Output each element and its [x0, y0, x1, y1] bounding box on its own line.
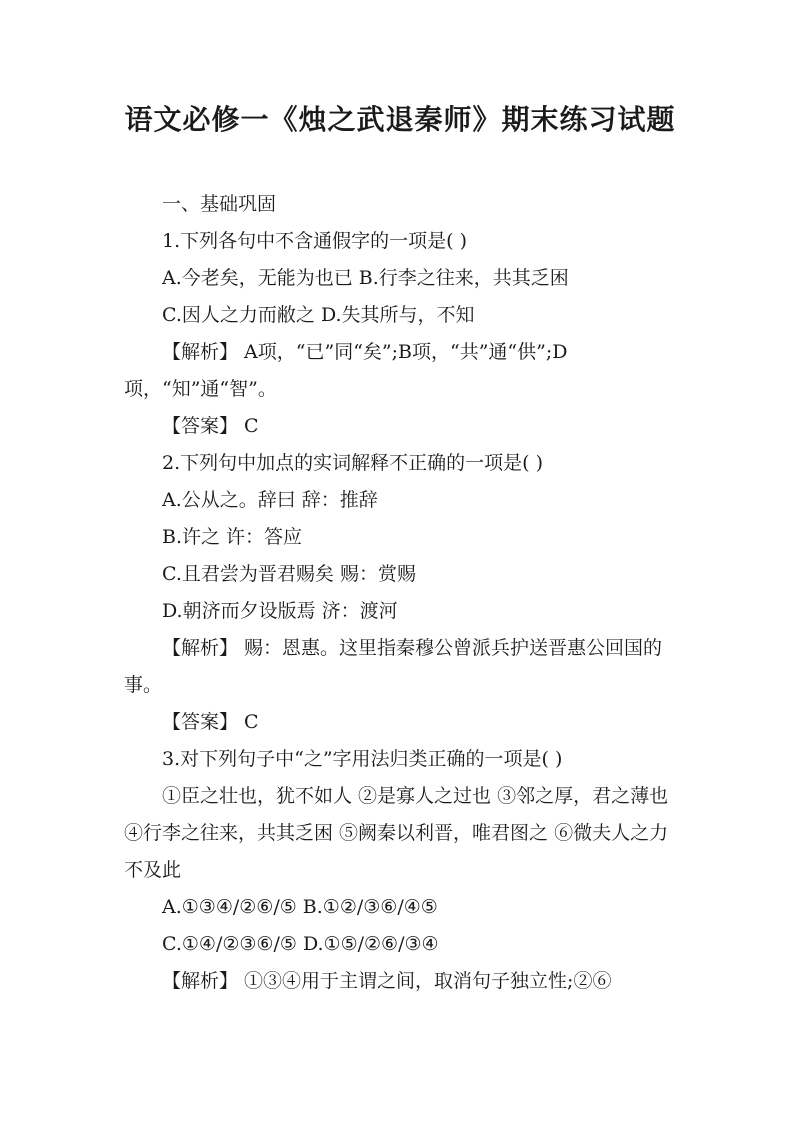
question-2-answer: 【答案】 C [162, 711, 259, 733]
question-1-analysis: 【解析】 A项，“已”同“矣”;B项，“共”通“供”;D项，“知”通“智”。 [124, 341, 568, 400]
question-3-stem: 3.对下列句子中“之”字用法归类正确的一项是( ) [162, 748, 563, 770]
question-3-sentences: ①臣之壮也，犹不如人 ②是寡人之过也 ③邻之厚，君之薄也 ④行李之往来，共其乏困 ⑤阙秦以利晋，唯君图之 ⑥微夫人之力不及此 [124, 785, 669, 881]
question-2-option-b: B.许之 许：答应 [162, 526, 303, 548]
question-3-options-ab: A.①③④/②⑥/⑤ B.①②/③⑥/④⑤ [162, 896, 438, 918]
question-1-options-cd: C.因人之力而敝之 D.失其所与，不知 [162, 304, 475, 326]
question-2-option-a: A.公从之。辞曰 辞：推辞 [162, 489, 378, 511]
question-1-stem: 1.下列各句中不含通假字的一项是( ) [162, 230, 467, 252]
question-3-options-cd: C.①④/②③⑥/⑤ D.①⑤/②⑥/③④ [162, 933, 439, 955]
question-1-options-ab: A.今老矣，无能为也已 B.行李之往来，共其乏困 [162, 267, 569, 289]
document-title: 语文必修一《烛之武退秦师》期末练习试题 [124, 103, 676, 136]
question-1-answer: 【答案】 C [162, 415, 259, 437]
question-2-option-d: D.朝济而夕设版焉 济：渡河 [162, 600, 398, 622]
question-3-analysis: 【解析】 ①③④用于主谓之间，取消句子独立性;②⑥ [162, 970, 612, 992]
question-2-stem: 2.下列句中加点的实词解释不正确的一项是( ) [162, 452, 543, 474]
question-2-option-c: C.且君尝为晋君赐矣 赐：赏赐 [162, 563, 416, 585]
question-2-analysis: 【解析】 赐：恩惠。这里指秦穆公曾派兵护送晋惠公回国的事。 [124, 637, 663, 696]
section-heading: 一、基础巩固 [162, 193, 277, 215]
document-body [124, 186, 684, 1000]
